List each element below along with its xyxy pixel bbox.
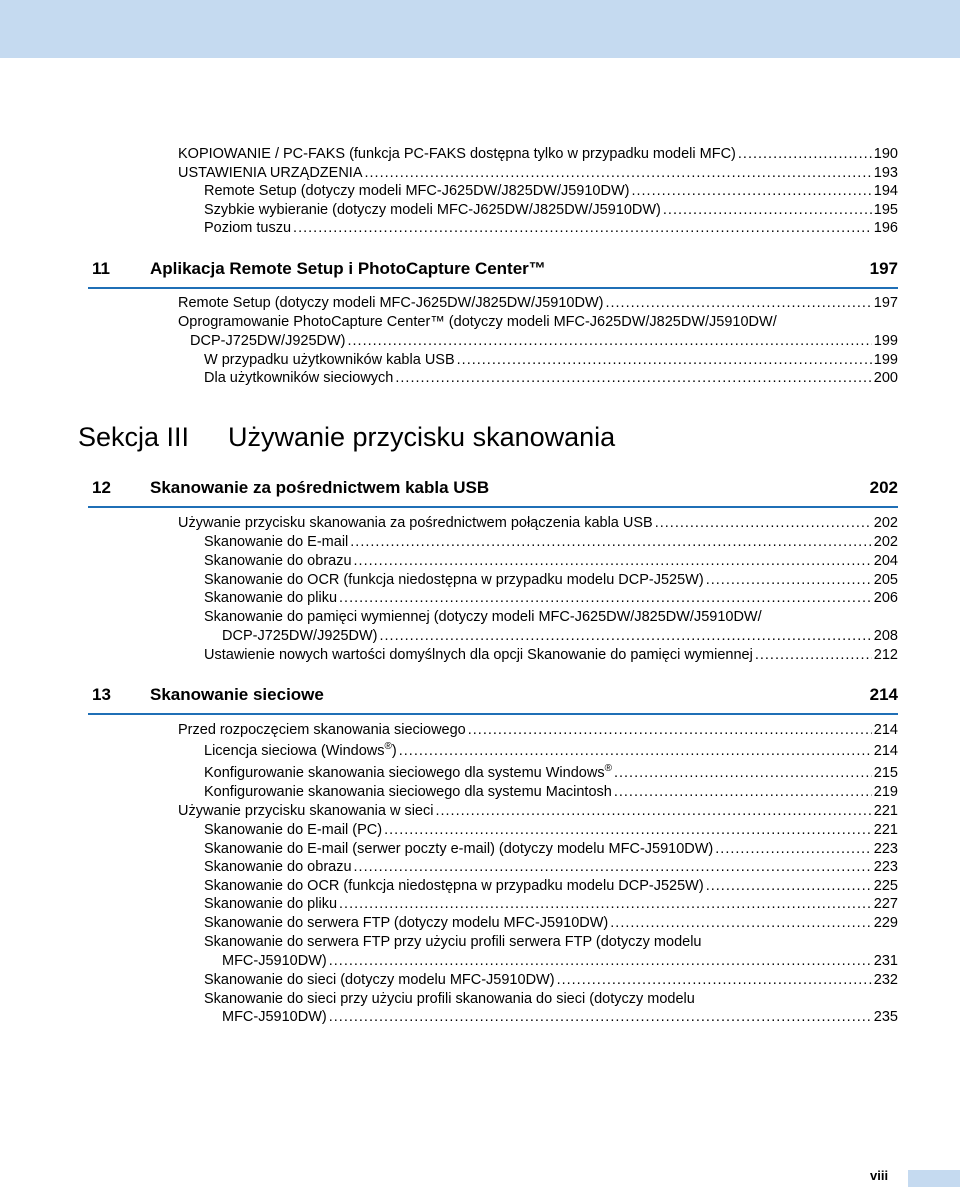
toc-entry-page: 206 bbox=[873, 590, 898, 606]
toc-entry-title: Skanowanie do E-mail (serwer poczty e-mail) (dotyczy modelu MFC-J5910DW) bbox=[204, 841, 714, 857]
toc-entry-title-line2: MFC-J5910DW) bbox=[222, 1009, 327, 1025]
toc-entry-title: Remote Setup (dotyczy modeli MFC-J625DW/J825DW/J5910DW) bbox=[204, 183, 630, 199]
toc-entry[interactable] bbox=[204, 858, 898, 876]
registered-mark: ® bbox=[604, 763, 612, 775]
toc-entry[interactable] bbox=[204, 783, 898, 801]
toc-entry-title-line1[interactable]: Oprogramowanie PhotoCapture Center™ (dotyczy modeli MFC-J625DW/J825DW/J5910DW/ bbox=[178, 314, 777, 330]
toc-entry-title: Poziom tuszu bbox=[204, 220, 292, 236]
toc-entry-title: Konfigurowanie skanowania sieciowego dla systemu Windows® bbox=[204, 763, 612, 781]
toc-entry-title: Skanowanie do OCR (funkcja niedostępna w przypadku modelu DCP-J525W) bbox=[204, 878, 704, 894]
toc-entry[interactable] bbox=[204, 971, 898, 989]
toc-entry-title: Szybkie wybieranie (dotyczy modeli MFC-J625DW/J825DW/J5910DW) bbox=[204, 202, 661, 218]
toc-entry[interactable] bbox=[222, 952, 898, 970]
toc-entry-title: W przypadku użytkowników kabla USB bbox=[204, 352, 455, 368]
toc-entry-title: Licencja sieciowa (Windows®) bbox=[204, 741, 397, 759]
toc-entry-title: USTAWIENIA URZĄDZENIA bbox=[178, 165, 363, 181]
chapter-number: 12 bbox=[92, 478, 111, 497]
toc-entry[interactable] bbox=[204, 895, 898, 913]
toc-entry[interactable] bbox=[204, 764, 898, 782]
toc-entry-page: 202 bbox=[873, 534, 898, 550]
chapter-number: 11 bbox=[92, 259, 110, 278]
toc-entry[interactable] bbox=[178, 164, 898, 182]
chapter-title: Skanowanie za pośrednictwem kabla USB bbox=[150, 478, 490, 497]
toc-entry[interactable] bbox=[204, 840, 898, 858]
header-band bbox=[0, 0, 960, 58]
toc-entry-page: 204 bbox=[873, 553, 898, 569]
toc-entry-page: 225 bbox=[873, 878, 898, 894]
toc-entry[interactable] bbox=[204, 914, 898, 932]
toc-entry-page: 227 bbox=[873, 896, 898, 912]
toc-entry-title: Dla użytkowników sieciowych bbox=[204, 370, 394, 386]
toc-entry-title: Skanowanie do sieci (dotyczy modelu MFC-J5910DW) bbox=[204, 972, 555, 988]
toc-entry-title: Remote Setup (dotyczy modeli MFC-J625DW/J825DW/J5910DW) bbox=[178, 295, 604, 311]
toc-entry[interactable] bbox=[204, 182, 898, 200]
toc-entry-title-line2: DCP-J725DW/J925DW) bbox=[222, 628, 378, 644]
toc-entry-page: 214 bbox=[873, 743, 898, 759]
toc-entry-page: 221 bbox=[873, 803, 898, 819]
chapter-heading-13[interactable] bbox=[88, 683, 898, 715]
section-label: Sekcja III bbox=[78, 422, 190, 452]
toc-entry-title: Konfigurowanie skanowania sieciowego dla systemu Macintosh bbox=[204, 784, 612, 800]
toc-entry-title-line1[interactable]: Skanowanie do serwera FTP przy użyciu profili serwera FTP (dotyczy modelu bbox=[204, 934, 702, 950]
toc-entry[interactable] bbox=[204, 646, 898, 664]
toc-entry[interactable] bbox=[222, 1008, 898, 1026]
toc-entry-title-line2: DCP-J725DW/J925DW) bbox=[190, 333, 346, 349]
toc-entry[interactable] bbox=[204, 821, 898, 839]
toc-entry[interactable] bbox=[204, 219, 898, 237]
toc-entry-page: 194 bbox=[873, 183, 898, 199]
toc-entry-title-line1[interactable]: Skanowanie do pamięci wymiennej (dotyczy modeli MFC-J625DW/J825DW/J5910DW/ bbox=[204, 609, 762, 625]
toc-entry[interactable] bbox=[204, 552, 898, 570]
toc-entry[interactable] bbox=[204, 351, 898, 369]
toc-entry-title: Przed rozpoczęciem skanowania sieciowego bbox=[178, 722, 466, 738]
toc-entry[interactable] bbox=[204, 589, 898, 607]
toc-entry-title: Skanowanie do obrazu bbox=[204, 553, 352, 569]
toc-entry-page: 190 bbox=[873, 146, 898, 162]
toc-entry[interactable] bbox=[178, 721, 898, 739]
toc-entry-page: 208 bbox=[873, 628, 898, 644]
toc-entry-page: 214 bbox=[873, 722, 898, 738]
toc-entry-page: 200 bbox=[873, 370, 898, 386]
toc-entry-page: 231 bbox=[873, 953, 898, 969]
toc-entry[interactable] bbox=[222, 627, 898, 645]
toc-entry-page: 205 bbox=[873, 572, 898, 588]
toc-entry-page: 219 bbox=[873, 784, 898, 800]
chapter-page: 197 bbox=[869, 259, 898, 278]
toc-entry-title: Skanowanie do pliku bbox=[204, 896, 338, 912]
toc-entry-page: 212 bbox=[873, 647, 898, 663]
toc-entry-page: 221 bbox=[873, 822, 898, 838]
toc-entry-page: 196 bbox=[873, 220, 898, 236]
toc-entry[interactable] bbox=[204, 533, 898, 551]
toc-entry[interactable] bbox=[190, 332, 898, 350]
toc-entry-title: Skanowanie do serwera FTP (dotyczy modelu MFC-J5910DW) bbox=[204, 915, 609, 931]
toc-entry[interactable] bbox=[204, 877, 898, 895]
toc-entry-title: Skanowanie do obrazu bbox=[204, 859, 352, 875]
chapter-number: 13 bbox=[92, 685, 111, 704]
footer-tab bbox=[908, 1170, 960, 1187]
toc-entry-title-line1[interactable]: Skanowanie do sieci przy użyciu profili skanowania do sieci (dotyczy modelu bbox=[204, 991, 695, 1007]
registered-mark: ® bbox=[384, 741, 392, 753]
toc-entry-page: 199 bbox=[873, 333, 898, 349]
chapter-title: Aplikacja Remote Setup i PhotoCapture Center™ bbox=[150, 259, 546, 278]
toc-entry-title: Ustawienie nowych wartości domyślnych dla opcji Skanowanie do pamięci wymiennej bbox=[204, 647, 753, 663]
toc-entry-page: 193 bbox=[873, 165, 898, 181]
toc-entry-title: Skanowanie do E-mail bbox=[204, 534, 349, 550]
toc-entry-title: Skanowanie do pliku bbox=[204, 590, 338, 606]
toc-entry-page: 235 bbox=[873, 1009, 898, 1025]
toc-entry[interactable] bbox=[178, 514, 898, 532]
toc-entry-title: Używanie przycisku skanowania w sieci bbox=[178, 803, 434, 819]
toc-entry-page: 223 bbox=[873, 841, 898, 857]
toc-entry-page: 232 bbox=[873, 972, 898, 988]
toc-entry[interactable] bbox=[204, 369, 898, 387]
toc-entry-page: 197 bbox=[873, 295, 898, 311]
toc-entry-page: 195 bbox=[873, 202, 898, 218]
toc-entry-title: Skanowanie do E-mail (PC) bbox=[204, 822, 383, 838]
section-title: Używanie przycisku skanowania bbox=[228, 422, 616, 452]
toc-entry[interactable] bbox=[178, 294, 898, 312]
chapter-heading-12[interactable] bbox=[88, 476, 898, 508]
chapter-page: 214 bbox=[869, 685, 898, 704]
toc-entry[interactable] bbox=[204, 571, 898, 589]
toc-entry-page: 229 bbox=[873, 915, 898, 931]
toc-entry[interactable] bbox=[178, 145, 898, 163]
toc-entry[interactable] bbox=[204, 742, 898, 760]
chapter-heading-11[interactable] bbox=[88, 257, 898, 289]
toc-entry[interactable] bbox=[204, 201, 898, 219]
chapter-page: 202 bbox=[869, 478, 898, 497]
toc-entry-title: Używanie przycisku skanowania za pośrednictwem połączenia kabla USB bbox=[178, 515, 653, 531]
page-number: viii bbox=[870, 1168, 889, 1183]
toc-entry-title: KOPIOWANIE / PC-FAKS (funkcja PC-FAKS dostępna tylko w przypadku modeli MFC) bbox=[178, 146, 736, 162]
toc-entry-page: 202 bbox=[873, 515, 898, 531]
toc-entry-title: Skanowanie do OCR (funkcja niedostępna w przypadku modelu DCP-J525W) bbox=[204, 572, 704, 588]
toc-entry-title-line2: MFC-J5910DW) bbox=[222, 953, 327, 969]
toc-entry-page: 223 bbox=[873, 859, 898, 875]
toc-entry-page: 215 bbox=[873, 765, 898, 781]
toc-entry-page: 199 bbox=[873, 352, 898, 368]
chapter-title: Skanowanie sieciowe bbox=[150, 685, 324, 704]
toc-entry[interactable] bbox=[178, 802, 898, 820]
